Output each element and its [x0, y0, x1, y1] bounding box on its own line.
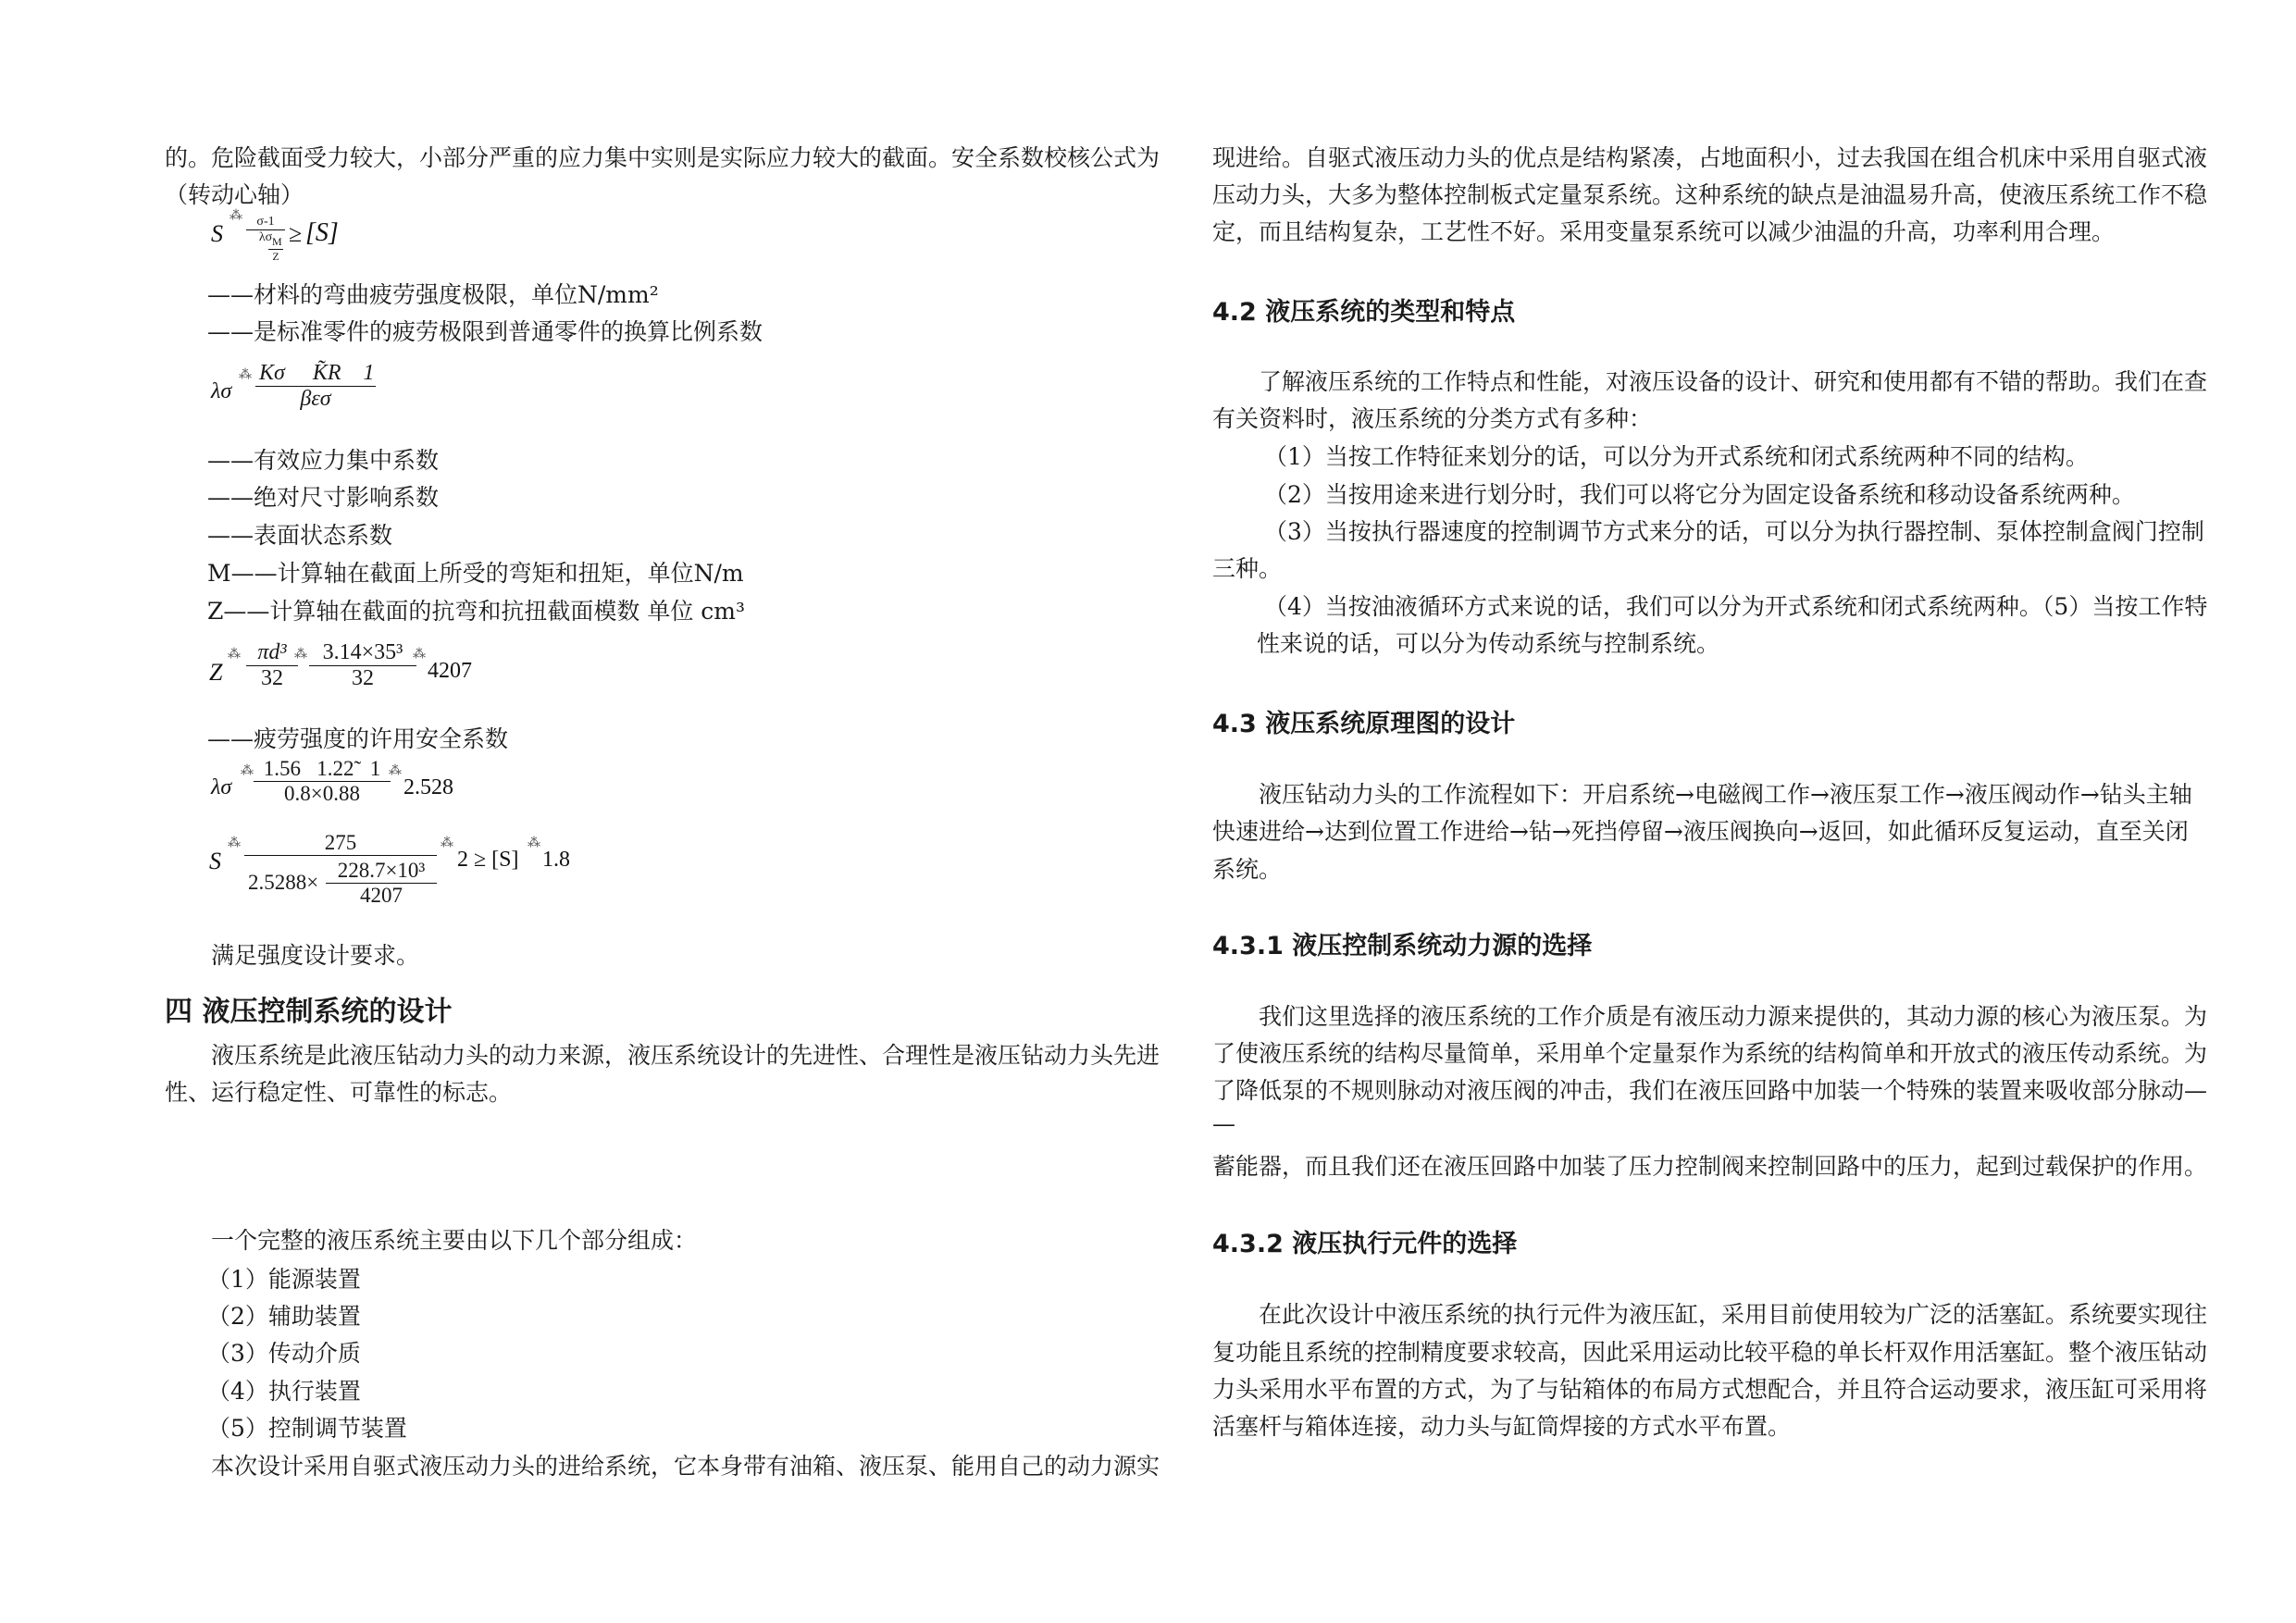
compose-item-4: （4）执行装置 [207, 1378, 361, 1405]
right-p0-line-1: 现进给。自驱式液压动力头的优点是结构紧凑，占地面积小，过去我国在组合机床中采用自驱式液 [1212, 144, 2208, 171]
formula-lv-lhs: λσ [211, 775, 232, 799]
formula-s-den: λσ [258, 230, 273, 244]
def-line-2: ——是标准零件的疲劳极限到普通零件的换算比例系数 [207, 318, 763, 345]
formula-lv-fraction [254, 757, 391, 806]
p432-line-1: 在此次设计中液压系统的执行元件为液压缸，采用目前使用较为广泛的活塞缸。系统要实现往 [1259, 1301, 2208, 1328]
p42-line-5: （3）当按执行器速度的控制调节方式来分的话，可以分为执行器控制、泵体控制盒阀门控制 [1264, 518, 2204, 545]
compose-item-1: （1）能源装置 [207, 1266, 361, 1293]
heading-4-3-2: 4.3.2 液压执行元件的选择 [1212, 1230, 1518, 1258]
p42-line-1: 了解液压系统的工作特点和性能，对液压设备的设计、研究和使用都有不错的帮助。我们在查 [1259, 368, 2208, 395]
formula-s-num: σ-1 [246, 215, 285, 230]
heading-4-3: 4.3 液压系统原理图的设计 [1212, 710, 1516, 738]
compose-item-5: （5）控制调节装置 [207, 1415, 407, 1442]
formula-sv-inner-num: 228.7×10³ [326, 859, 437, 884]
p42-line-7: （4）当按油液循环方式来说的话，我们可以分为开式系统和闭式系统两种。（5）当按工作特 [1264, 593, 2208, 620]
formula-marker-icon: ⁂ [294, 648, 307, 662]
def-line-7: Z——计算轴在截面的抗弯和抗扭截面模数 单位 cm³ [207, 598, 745, 625]
formula-marker-icon: ⁂ [230, 209, 242, 223]
satisfy-line: 满足强度设计要求。 [211, 942, 420, 969]
p43-line-2: 快速进给→达到位置工作进给→钻→死挡停留→液压阀换向→返回，如此循环反复运动，直至关闭 [1212, 818, 2189, 845]
formula-marker-icon: ⁂ [228, 648, 241, 662]
def-line-3: ——有效应力集中系数 [207, 447, 440, 474]
formula-lv-den: 0.8×0.88 [284, 782, 360, 805]
right-p0-line-3: 定，而且结构复杂，工艺性不好。采用变量泵系统可以减少油温的升高，功率利用合理。 [1212, 218, 2116, 245]
formula-s-inner-fraction [268, 235, 283, 264]
p43-line-1: 液压钻动力头的工作流程如下：开启系统→电磁阀工作→液压泵工作→液压阀动作→钻头主轴 [1259, 781, 2192, 808]
formula-lambda-fraction [255, 361, 376, 412]
formula-z-fraction-2 [309, 640, 416, 691]
left-last-line: 本次设计采用自驱式液压动力头的进给系统，它本身带有油箱、液压泵、能用自己的动力源实 [211, 1453, 1160, 1480]
formula-s-lhs: S [211, 220, 223, 247]
formula-s-rel: ≥ [289, 220, 303, 247]
formula-sv-den-prefix: 2.5288× [248, 871, 319, 894]
formula-marker-icon: ⁂ [239, 368, 252, 382]
p431-line-3: 了降低泵的不规则脉动对液压阀的冲击，我们在液压回路中加装一个特殊的装置来吸收部分脉动— [1212, 1077, 2208, 1104]
formula-sv-inner-den: 4207 [360, 884, 403, 907]
formula-marker-icon: ⁂ [527, 836, 540, 850]
formula-marker-icon: ⁂ [441, 836, 453, 850]
p431-line-1: 我们这里选择的液压系统的工作介质是有液压动力源来提供的，其动力源的核心为液压泵。为 [1259, 1003, 2208, 1030]
p43-line-3: 系统。 [1212, 856, 1283, 883]
compose-item-3: （3）传动介质 [207, 1340, 361, 1367]
right-p0-line-2: 压动力头，大多为整体控制板式定量泵系统。这种系统的缺点是油温易升高，使液压系统工作不稳 [1212, 181, 2208, 208]
def-line-6: M——计算轴在截面上所受的弯矩和扭矩，单位N/m [207, 560, 744, 587]
formula-lv-result: 2.528 [403, 775, 453, 799]
formula-marker-icon: ⁂ [389, 764, 402, 778]
compose-intro: 一个完整的液压系统主要由以下几个部分组成： [211, 1227, 698, 1254]
formula-z-den1: 32 [261, 666, 283, 690]
p42-line-2: 有关资料时，液压系统的分类方式有多种： [1212, 405, 1653, 432]
formula-marker-icon: ⁂ [228, 836, 241, 850]
formula-sv-lhs: S [209, 848, 221, 874]
formula-z-den2: 32 [352, 666, 374, 690]
heading-4-3-1: 4.3.1 液压控制系统动力源的选择 [1212, 932, 1593, 960]
p431-line-4: — [1212, 1110, 1235, 1137]
compose-item-2: （2）辅助装置 [207, 1303, 361, 1330]
formula-z-lhs: Z [209, 659, 223, 686]
formula-z-num1: πd³ [246, 640, 298, 666]
formula-z-result: 4207 [428, 659, 472, 683]
formula-sv-result2: 1.8 [542, 848, 570, 872]
s4-paragraph-line-1: 液压系统是此液压钻动力头的动力来源，液压系统设计的先进性、合理性是液压钻动力头先进 [211, 1042, 1160, 1069]
p42-line-3: （1）当按工作特征来划分的话，可以分为开式系统和闭式系统两种不同的结构。 [1264, 443, 2089, 470]
formula-s-inner-den: Z [272, 250, 279, 263]
formula-sv-inner-fraction [326, 859, 437, 908]
formula-z-num2: 3.14×35³ [309, 640, 416, 666]
formula-s-rhs: [S] [305, 218, 339, 247]
formula-marker-icon: ⁂ [413, 648, 426, 662]
def-safety: ——疲劳强度的许用安全系数 [207, 725, 509, 752]
p431-line-5: 蓄能器，而且我们还在液压回路中加装了压力控制阀来控制回路中的压力，起到过载保护的作用。 [1212, 1153, 2208, 1180]
def-line-1: ——材料的弯曲疲劳强度极限，单位N/mm² [207, 281, 659, 308]
p431-line-2: 了使液压系统的结构尽量简单，采用单个定量泵作为系统的结构简单和开放式的液压传动系统。为 [1212, 1040, 2208, 1067]
p432-line-2: 复功能且系统的控制精度要求较高，因此采用运动比较平稳的单长杆双作用活塞缸。整个液压钻动 [1212, 1339, 2208, 1366]
s4-paragraph-line-2: 性、运行稳定性、可靠性的标志。 [165, 1079, 513, 1106]
formula-z-fraction-1 [246, 640, 298, 691]
formula-marker-icon: ⁂ [241, 764, 254, 778]
heading-4-2: 4.2 液压系统的类型和特点 [1212, 298, 1516, 327]
intro-line-1: 的。危险截面受力较大，小部分严重的应力集中实则是实际应力较大的截面。安全系数校核公式为 [165, 144, 1160, 171]
formula-lambda-num: Kσ K̃R 1 [255, 361, 376, 387]
p432-line-4: 活塞杆与箱体连接，动力头与缸筒焊接的方式水平布置。 [1212, 1413, 1792, 1440]
p42-line-8: 性来说的话，可以分为传动系统与控制系统。 [1257, 630, 1720, 657]
formula-lambda-den: βεσ [300, 387, 331, 411]
def-line-5: ——表面状态系数 [207, 522, 393, 549]
p42-line-4: （2）当按用途来进行划分时，我们可以将它分为固定设备系统和移动设备系统两种。 [1264, 481, 2135, 508]
formula-sv-result: 2 ≥ [S] [457, 848, 519, 872]
formula-lambda-lhs: λσ [211, 379, 232, 403]
def-line-4: ——绝对尺寸影响系数 [207, 484, 440, 511]
p42-line-6: 三种。 [1212, 555, 1283, 582]
intro-line-2: （转动心轴） [165, 181, 304, 208]
formula-s-inner-num: M [268, 235, 283, 250]
formula-lv-num: 1.56 1.22̃ 1 [254, 757, 391, 782]
p432-line-3: 力头采用水平布置的方式，为了与钻箱体的布局方式想配合，并且符合运动要求，液压缸可采用将 [1212, 1376, 2208, 1403]
formula-sv-num: 275 [244, 831, 437, 856]
section-4-heading: 四 液压控制系统的设计 [165, 996, 453, 1028]
